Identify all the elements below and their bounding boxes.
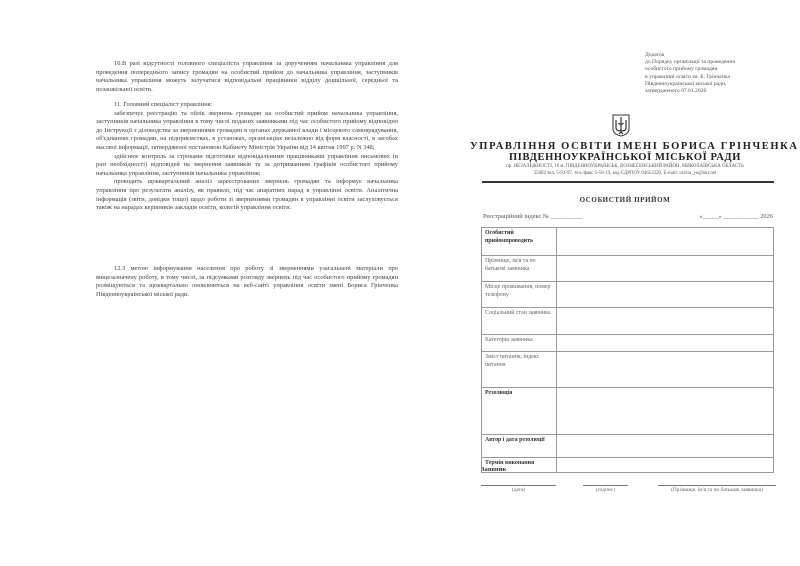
table-row — [482, 228, 774, 256]
applicant-name-line[interactable] — [658, 485, 776, 486]
form-title: ОСОБИСТИЙ ПРИЙОМ — [579, 196, 671, 204]
row-label-social-status: Соціальний стан заявника — [482, 308, 557, 335]
row-label-applicant-name: Прізвище, ім'я та по батькові заявника — [482, 256, 557, 282]
organization-council: ПІВДЕННОУКРАЇНСЬКОЇ МІСЬКОЇ РАДИ — [509, 152, 741, 163]
paragraph-11-item-analysis: проводить щоквартальний аналіз зареєстрованих звернень громадян та інформує начальника управління про результати аналізу, як правило, під час апаратних нарад в управлінні освіти. Аналітична інформація (звіти, довідки тощо) щодо роботи зі зверненнями громадян в управлінні освіти заслуховується також на нарадах керівників закладів освіти, колегій управління освіти. — [96, 178, 398, 212]
row-label-deadline: Термін виконання — [482, 458, 557, 473]
row-label-resolution-author-date: Автор і дата резолюції — [482, 435, 557, 458]
row-label-resolution: Резолюція — [482, 388, 557, 435]
applicant-label: Заявник — [481, 466, 507, 473]
row-label-question-content: Зміст питання, індекс питання — [482, 352, 557, 388]
annex-line: Додаток — [645, 52, 665, 58]
row-value-conducted-by[interactable] — [557, 228, 774, 256]
annex-line: затвердженого 07.01.2026 — [645, 88, 707, 95]
annex-line: до Порядку організації та проведення — [645, 59, 735, 66]
reception-form-table — [481, 227, 774, 473]
row-value-residence-phone[interactable] — [557, 282, 774, 308]
annex-note — [645, 52, 785, 95]
address-line: пр. НЕЗАЛЕЖНОСТІ, 16 м. ПІВДЕННОУКРАЇНСЬК, ВОЗНЕСЕНСЬКИЙ РАЙОН, МИКОЛАЇВСЬКА ОБЛАСТЬ — [506, 164, 744, 169]
annex-line: Південноукраїнської міської ради, — [645, 80, 727, 87]
paragraph-10-text: 10.В разі відсутності головного спеціаліста управління за дорученням начальника управління для проведення попереднього запису громадян на особистий прийом до начальника управління, заступників начальника управління можуть залучатися відповідальні працівники відділу дошкільної, середньої та позашкільної освіти. — [96, 60, 398, 93]
paragraph-12-text: 12.З метою інформування населення про роботу зі зверненнями узагальнені матеріали про вищезазначену роботу, в тому числі, за підсумками розгляду звернень під час особистого прийому громадян розміщуються та щоквартально оновлюються на веб-сайті управління освіти імені Бориса Грінченка Південноукраїнської міської ради. — [96, 265, 398, 298]
signature-caption: (підпис) — [596, 487, 615, 493]
paragraph-11-item-control: здійснює контроль за строками підготовки відповідальними працівниками управління письмових (в разі необхідності) відповідей на звернення заявників та за дотриманням графіків особистого прийому начальника управління, заступників начальника управління; — [96, 152, 398, 177]
signature-line[interactable] — [583, 485, 628, 486]
date-signature-line[interactable] — [481, 485, 556, 486]
paragraph-10 — [96, 60, 398, 94]
row-value-resolution-author-date[interactable] — [557, 435, 774, 458]
registration-line — [483, 213, 773, 220]
row-label-residence-phone: Місце проживання, номер телефону — [482, 282, 557, 308]
row-label-conducted-by: Особистий прийомпроводить — [482, 228, 557, 256]
table-row — [482, 282, 774, 308]
annex-line: особистого прийому громадян — [645, 66, 718, 73]
date-caption: (дата) — [511, 487, 526, 493]
registration-index-field[interactable]: Реєстраційний індекс № __________ — [483, 213, 583, 220]
paragraph-11-heading: 11. Головний спеціаліст управління: — [114, 101, 213, 108]
contact-line: 55002 тел. 5-92-97, тел./факс 5-50-19, код ЄДРПОУ 04653220, E-mail: osvita_yu@ukr.net — [533, 170, 717, 176]
paragraph-11 — [96, 101, 398, 213]
row-value-question-content[interactable] — [557, 352, 774, 388]
row-label-category: Категорія заявника — [482, 335, 557, 352]
table-row — [482, 335, 774, 352]
paragraph-11-item-registration: забезпечує реєстрацію та облік звернень громадян на особистий прийом начальника управління, заступників начальника управління в тому числі поданих заявниками під час особистого прийому відповідно до Інструкції з діловодства за зверненнями громадян в органах державної влади і місцевого самоврядування, об'єднаннях громадян, на підприємствах, в установах, організаціях незалежно від форм власності, в засобах масової інформації, затвердженої постановою Кабінету Міністрів України від 14 квітня 1997 р. N 348; — [96, 109, 398, 151]
table-row — [482, 256, 774, 282]
row-value-category[interactable] — [557, 335, 774, 352]
trident-coat-of-arms-icon — [612, 114, 630, 137]
row-value-resolution[interactable] — [557, 388, 774, 435]
row-value-deadline[interactable] — [557, 458, 774, 473]
organization-name: УПРАВЛІННЯ ОСВІТИ ІМЕНІ БОРИСА ГРІНЧЕНКА — [470, 141, 799, 152]
table-row — [482, 458, 774, 473]
row-value-social-status[interactable] — [557, 308, 774, 335]
annex-line: в управлінні освіти ім. Б. Грінченка — [645, 73, 730, 80]
applicant-name-caption: (Прізвище, ім'я та по батькові заявника) — [671, 487, 763, 493]
table-row — [482, 308, 774, 335]
organization-address — [462, 164, 788, 177]
date-field[interactable]: «_____» ___________ 2026 — [699, 213, 773, 220]
table-row — [482, 435, 774, 458]
paragraph-12 — [96, 265, 398, 299]
row-value-applicant-name[interactable] — [557, 256, 774, 282]
table-row — [482, 388, 774, 435]
table-row — [482, 352, 774, 388]
header-divider — [482, 181, 774, 183]
